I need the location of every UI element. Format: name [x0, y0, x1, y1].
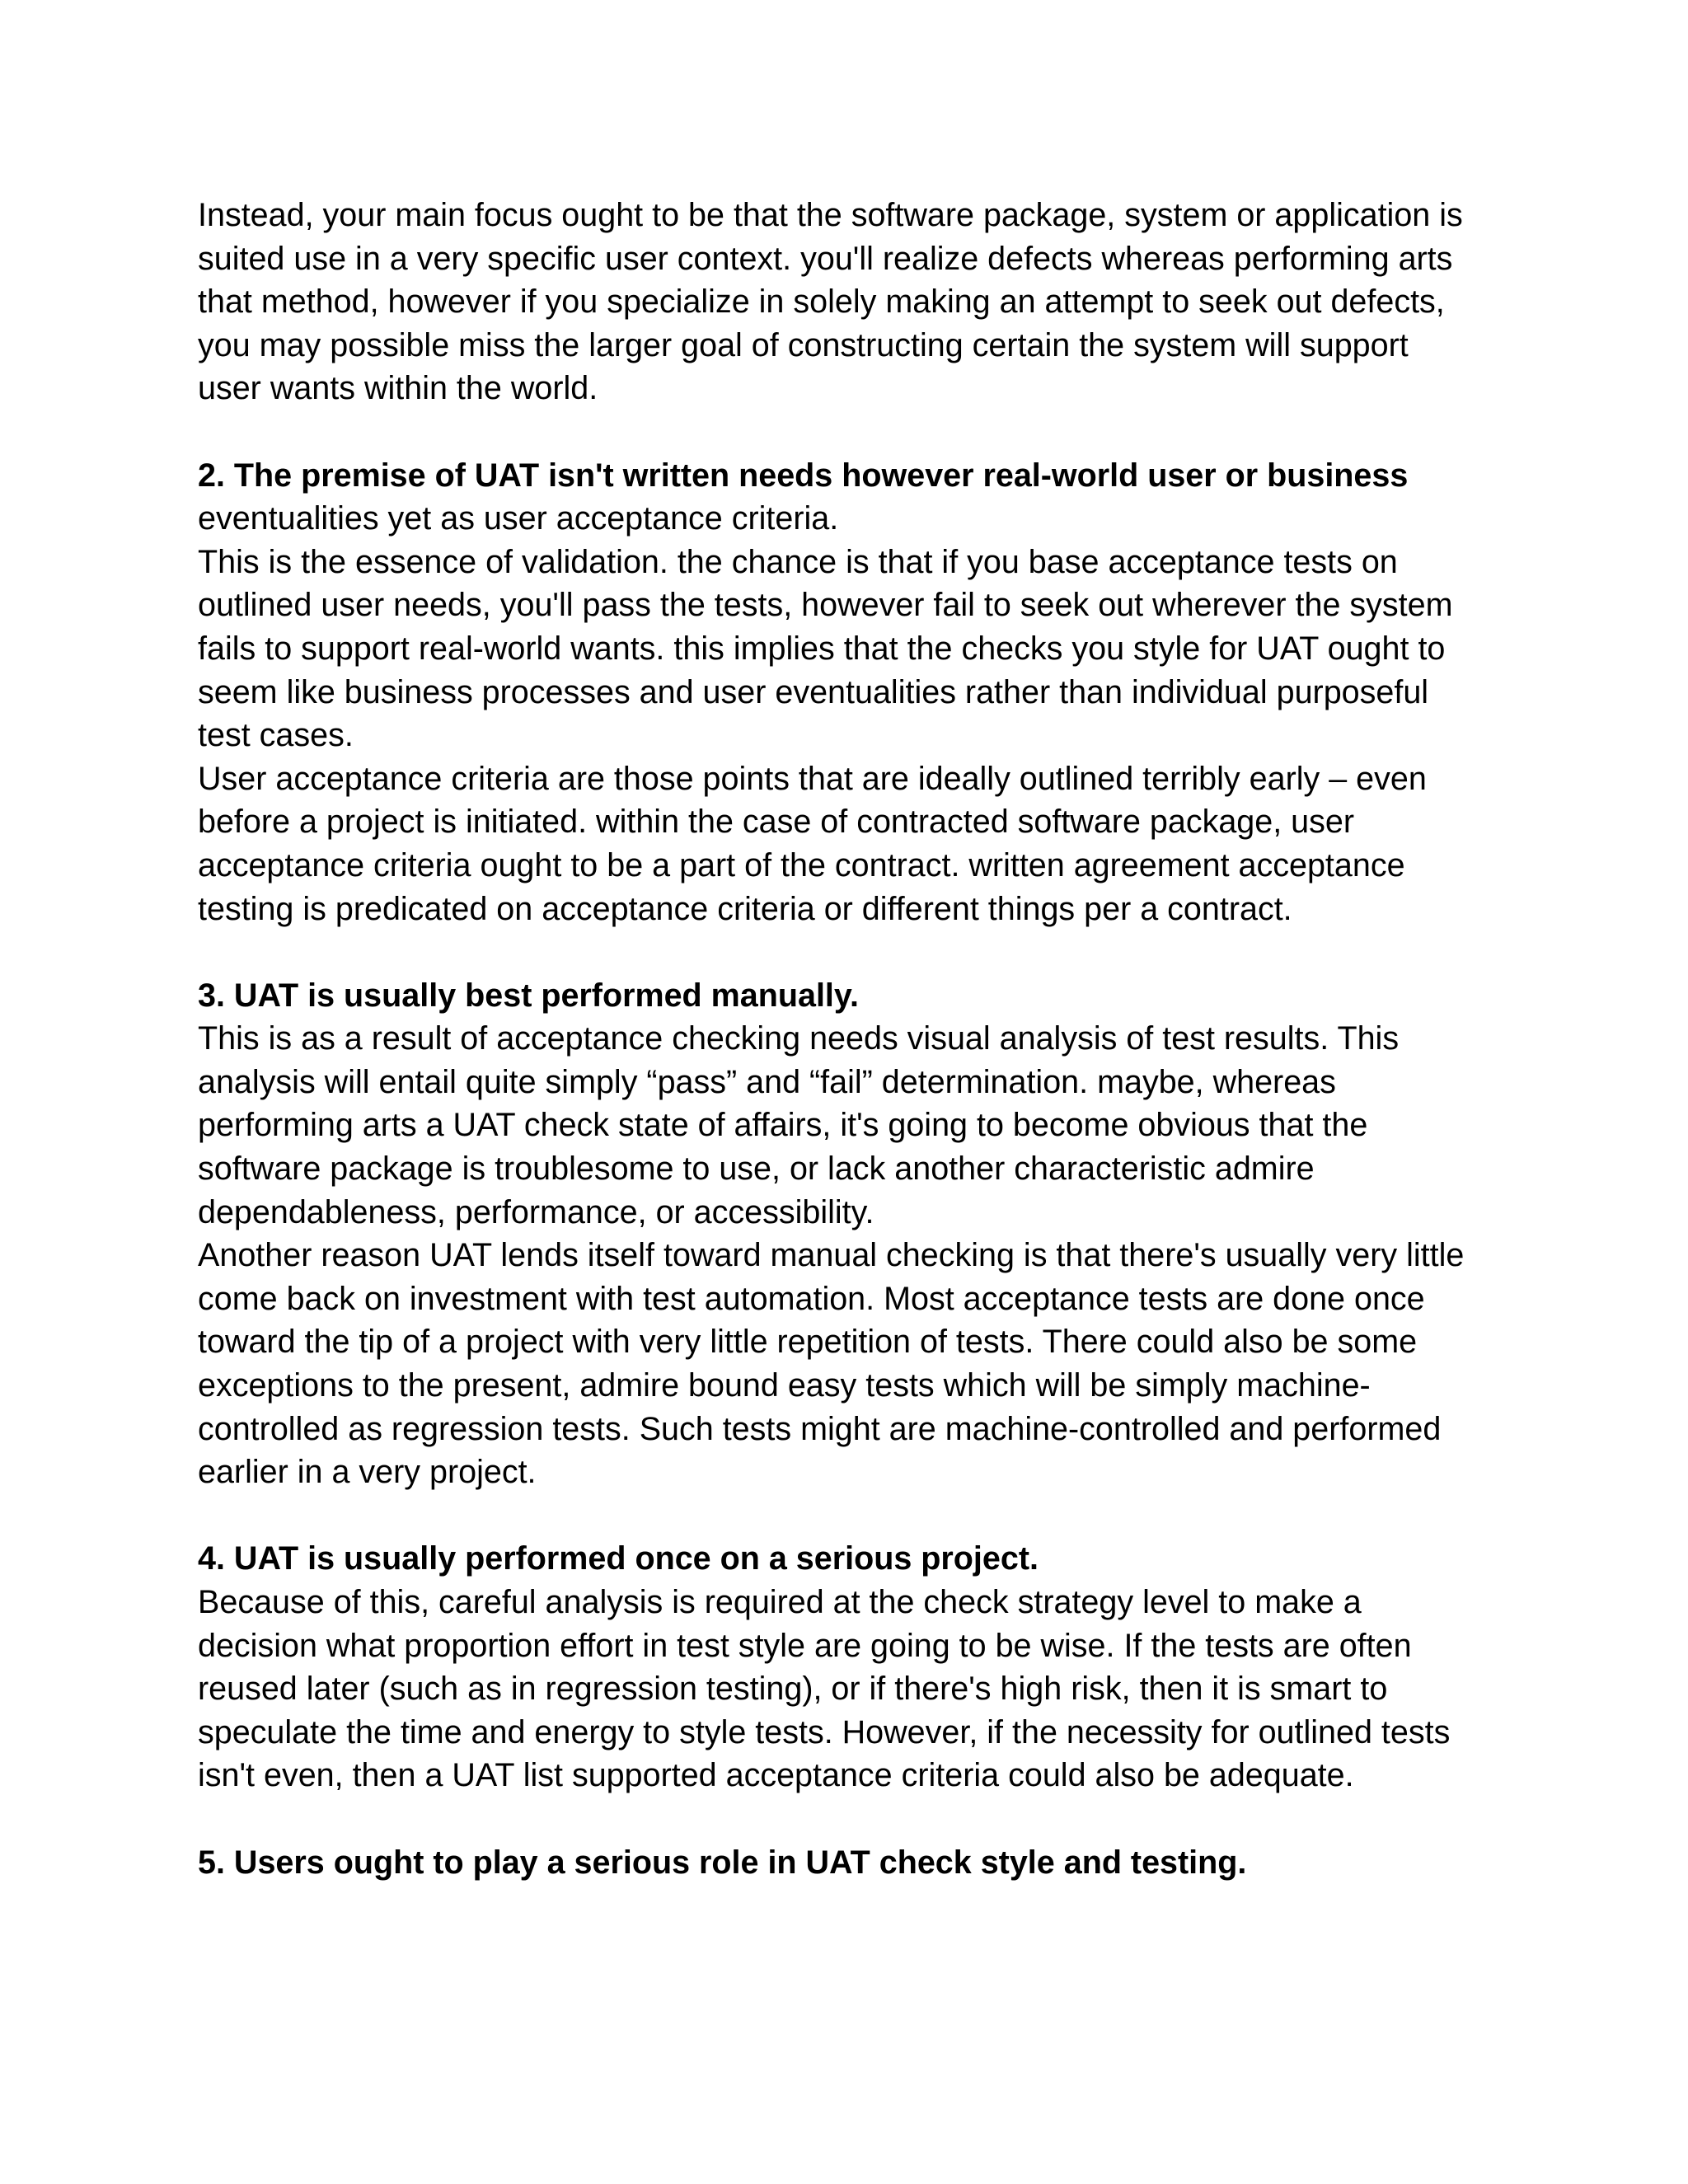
text-line: controlled as regression tests. Such tests might are machine-controlled and performed — [198, 1410, 1442, 1447]
section-4 — [198, 1537, 1500, 1797]
text-line: seem like business processes and user eventualities rather than individual purposeful — [198, 673, 1429, 710]
section-2 — [198, 454, 1500, 931]
text-line: analysis will entail quite simply “pass” and “fail” determination. maybe, whereas — [198, 1063, 1336, 1100]
section-2-heading: 2. The premise of UAT isn't written needs however real-world user or business — [198, 457, 1409, 494]
section-5-heading: 5. Users ought to play a serious role in UAT check style and testing. — [198, 1844, 1247, 1881]
text-line: Another reason UAT lends itself toward manual checking is that there's usually very little — [198, 1237, 1465, 1274]
text-line: This is as a result of acceptance checking needs visual analysis of test results. This — [198, 1020, 1400, 1057]
paragraph-spacer — [198, 1797, 1500, 1841]
section-3 — [198, 974, 1500, 1494]
text-line: user wants within the world. — [198, 370, 598, 407]
text-line: you may possible miss the larger goal of constructing certain the system will support — [198, 326, 1409, 363]
text-line: decision what proportion effort in test style are going to be wise. If the tests are often — [198, 1627, 1412, 1664]
text-line: that method, however if you specialize in solely making an attempt to seek out defects, — [198, 284, 1445, 321]
paragraph-spacer — [198, 410, 1500, 454]
text-line: reused later (such as in regression testing), or if there's high risk, then it is smart to — [198, 1671, 1388, 1708]
text-line: exceptions to the present, admire bound easy tests which will be simply machine- — [198, 1367, 1371, 1404]
document-page — [198, 194, 1500, 1884]
text-line: software package is troublesome to use, or lack another characteristic admire — [198, 1151, 1315, 1188]
text-line: testing is predicated on acceptance criteria or different things per a contract. — [198, 890, 1292, 927]
text-line: toward the tip of a project with very little repetition of tests. There could also be some — [198, 1324, 1418, 1361]
text-line: before a project is initiated. within the case of contracted software package, user — [198, 804, 1355, 841]
text-line: suited use in a very specific user context. you'll realize defects whereas performing arts — [198, 240, 1453, 277]
text-line: test cases. — [198, 717, 354, 754]
text-line: This is the essence of validation. the chance is that if you base acceptance tests on — [198, 543, 1398, 580]
text-line: Because of this, careful analysis is required at the check strategy level to make a — [198, 1584, 1362, 1620]
text-line: speculate the time and energy to style tests. However, if the necessity for outlined tests — [198, 1713, 1451, 1750]
text-line: performing arts a UAT check state of affairs, it's going to become obvious that the — [198, 1107, 1368, 1144]
intro-paragraph — [198, 194, 1500, 410]
text-line: dependableness, performance, or accessibility. — [198, 1193, 874, 1230]
section-3-heading: 3. UAT is usually best performed manually. — [198, 977, 859, 1014]
text-line: isn't even, then a UAT list supported acceptance criteria could also be adequate. — [198, 1757, 1354, 1794]
text-line: come back on investment with test automation. Most acceptance tests are done once — [198, 1280, 1425, 1317]
text-line: Instead, your main focus ought to be that the software package, system or application is — [198, 197, 1463, 233]
section-5 — [198, 1841, 1500, 1885]
text-line: User acceptance criteria are those points that are ideally outlined terribly early – even — [198, 760, 1427, 797]
paragraph-spacer — [198, 1494, 1500, 1538]
section-4-heading: 4. UAT is usually performed once on a serious project. — [198, 1540, 1039, 1577]
paragraph-spacer — [198, 930, 1500, 974]
text-line: acceptance criteria ought to be a part of the contract. written agreement acceptance — [198, 846, 1405, 883]
text-line: outlined user needs, you'll pass the tests, however fail to seek out wherever the system — [198, 587, 1453, 624]
text-line: earlier in a very project. — [198, 1454, 537, 1491]
text-line: fails to support real-world wants. this implies that the checks you style for UAT ought to — [198, 630, 1446, 667]
section-2-heading-continuation: eventualities yet as user acceptance criteria. — [198, 500, 839, 537]
